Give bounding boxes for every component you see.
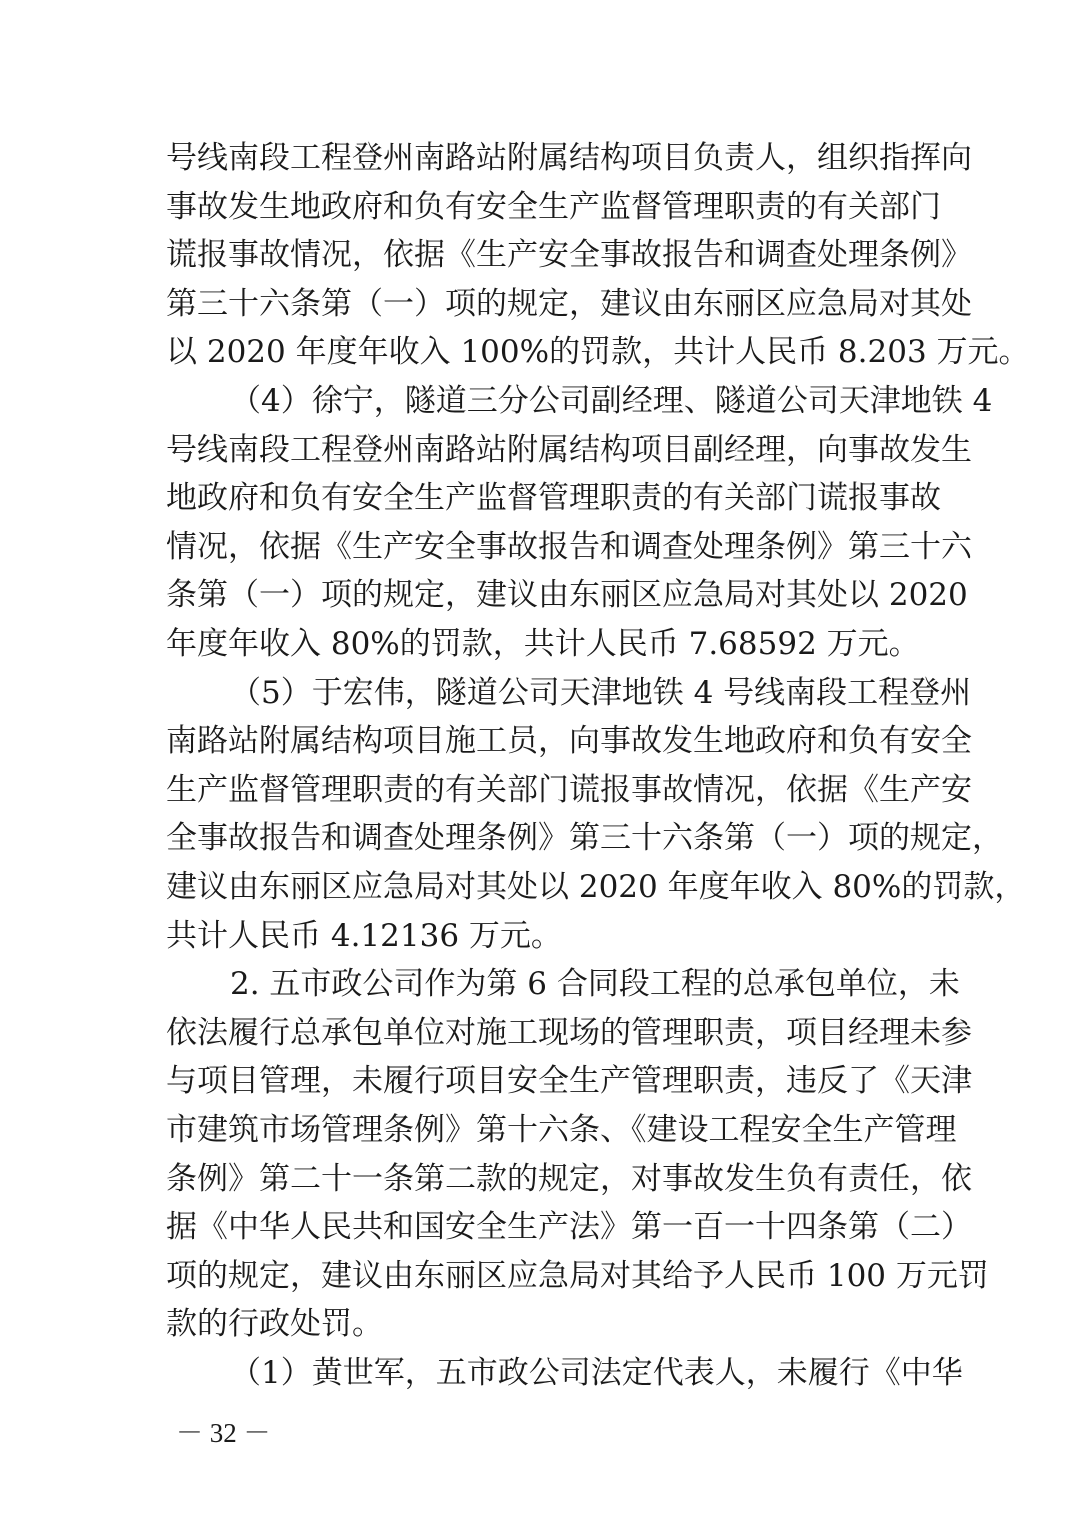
- text-line: 年度年收入 80%的罚款，共计人民币 7.68592 万元。: [166, 626, 920, 662]
- text-line: 谎报事故情况，依据《生产安全事故报告和调查处理条例》: [166, 237, 972, 273]
- paragraph-start-line: （4）徐宁，隧道三分公司副经理、隧道公司天津地铁 4: [230, 383, 993, 419]
- text-line: 项的规定，建议由东丽区应急局对其给予人民币 100 万元罚: [166, 1258, 989, 1294]
- text-line: 以 2020 年度年收入 100%的罚款，共计人民币 8.203 万元。: [166, 334, 1030, 370]
- text-line: 号线南段工程登州南路站附属结构项目负责人，组织指挥向: [166, 140, 972, 176]
- page-number: － 32 －: [176, 1418, 271, 1448]
- paragraph-start-line: （1）黄世军，五市政公司法定代表人，未履行《中华: [230, 1355, 963, 1391]
- text-line: 款的行政处罚。: [166, 1306, 383, 1342]
- text-line: 号线南段工程登州南路站附属结构项目副经理，向事故发生: [166, 432, 972, 468]
- text-line: 据《中华人民共和国安全生产法》第一百一十四条第（二）: [166, 1209, 972, 1245]
- text-line: 情况，依据《生产安全事故报告和调查处理条例》第三十六: [166, 529, 972, 565]
- text-line: 事故发生地政府和负有安全生产监督管理职责的有关部门: [166, 189, 941, 225]
- text-line: 第三十六条第（一）项的规定，建议由东丽区应急局对其处: [166, 286, 972, 322]
- text-line: 南路站附属结构项目施工员，向事故发生地政府和负有安全: [166, 723, 972, 759]
- text-line: 全事故报告和调查处理条例》第三十六条第（一）项的规定，: [166, 820, 1003, 856]
- text-line: 市建筑市场管理条例》第十六条、《建设工程安全生产管理: [166, 1112, 957, 1148]
- paragraph-start-line: 2. 五市政公司作为第 6 合同段工程的总承包单位，未: [230, 966, 960, 1002]
- text-line: 生产监督管理职责的有关部门谎报事故情况，依据《生产安: [166, 772, 972, 808]
- text-line: 建议由东丽区应急局对其处以 2020 年度年收入 80%的罚款，: [166, 869, 1026, 905]
- text-line: 共计人民币 4.12136 万元。: [166, 918, 562, 954]
- text-line: 地政府和负有安全生产监督管理职责的有关部门谎报事故: [166, 480, 941, 516]
- paragraph-start-line: （5）于宏伟，隧道公司天津地铁 4 号线南段工程登州: [230, 675, 972, 711]
- text-line: 依法履行总承包单位对施工现场的管理职责，项目经理未参: [166, 1015, 972, 1051]
- text-line: 条例》第二十一条第二款的规定，对事故发生负有责任，依: [166, 1161, 972, 1197]
- text-line: 条第（一）项的规定，建议由东丽区应急局对其处以 2020: [166, 577, 968, 613]
- text-line: 与项目管理，未履行项目安全生产管理职责，违反了《天津: [166, 1063, 972, 1099]
